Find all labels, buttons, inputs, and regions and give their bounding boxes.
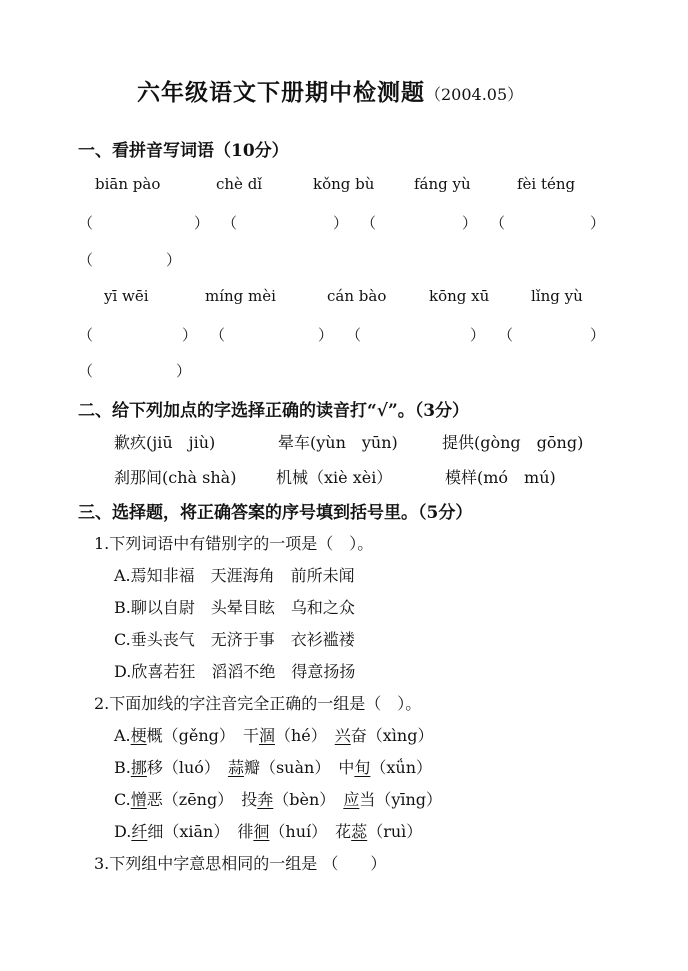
word-rest: 概（gěng） xyxy=(146,726,227,745)
answer-bracket-close: ） xyxy=(194,214,210,232)
word-rest: 恶（zēng） xyxy=(146,790,226,809)
reading-item: 机械（xiè xèi） xyxy=(276,468,393,487)
question-1-option: C.垂头丧气 无济于事 衣衫褴褛 xyxy=(114,630,355,649)
answer-bracket-close: ） xyxy=(182,326,198,344)
answer-bracket-open: （ xyxy=(498,326,514,344)
pinyin-item: fèi téng xyxy=(517,175,576,193)
pinyin-item: kǒng bù xyxy=(313,175,375,193)
underlined-char: 纤 xyxy=(131,822,148,841)
pinyin-item: cán bào xyxy=(327,287,387,305)
answer-bracket-open: （ xyxy=(78,214,94,232)
option-letter: C. xyxy=(114,790,131,809)
word-start: 中 xyxy=(338,758,355,777)
word-start: 花 xyxy=(335,822,352,841)
word-start: 干 xyxy=(242,726,259,745)
pinyin-item: fáng yù xyxy=(414,175,471,193)
underlined-char: 憎 xyxy=(130,790,147,809)
answer-bracket-close: ） xyxy=(166,251,182,269)
question-2-stem: 2.下面加线的字注音完全正确的一组是（ ）。 xyxy=(94,694,422,713)
option-letter: A. xyxy=(114,726,131,745)
underlined-char: 应 xyxy=(343,790,360,809)
word-rest: 奋（xìng） xyxy=(350,726,434,745)
underlined-char: 涸 xyxy=(258,726,275,745)
title-date: （2004.05） xyxy=(425,85,524,104)
question-2-option-d xyxy=(114,819,422,842)
underlined-char: 兴 xyxy=(334,726,351,745)
word-start: 投 xyxy=(241,790,258,809)
pinyin-item: lǐng yù xyxy=(531,287,583,305)
reading-item: 模样(mó mú) xyxy=(445,468,556,487)
section-1-heading: 一、看拼音写词语（10分） xyxy=(78,141,289,161)
answer-bracket-open: （ xyxy=(361,214,377,232)
answer-bracket-close: ） xyxy=(590,214,606,232)
question-3-stem: 3.下列组中字意思相同的一组是 （ ） xyxy=(94,854,387,873)
question-1-stem: 1.下列词语中有错别字的一项是（ ）。 xyxy=(94,534,374,553)
reading-item: 提供(gòng gōng) xyxy=(442,433,584,452)
question-1-option: A.焉知非福 天涯海角 前所未闻 xyxy=(114,566,355,585)
section-2-heading: 二、给下列加点的字选择正确的读音打“√”。（3分） xyxy=(78,401,470,421)
answer-bracket-open: （ xyxy=(78,326,94,344)
answer-bracket-open: （ xyxy=(78,362,94,380)
answer-bracket-open: （ xyxy=(222,214,238,232)
question-2-option-c xyxy=(114,787,442,810)
answer-bracket-close: ） xyxy=(590,326,606,344)
pinyin-item: míng mèi xyxy=(205,287,276,305)
underlined-char: 徊 xyxy=(253,822,270,841)
answer-bracket-close: ） xyxy=(318,326,334,344)
reading-item: 晕车(yùn yūn) xyxy=(278,433,398,452)
pinyin-item: chè dǐ xyxy=(216,175,263,193)
pinyin-item: biān pào xyxy=(95,175,161,193)
pinyin-item: kōng xū xyxy=(429,287,490,305)
question-1-option: D.欣喜若狂 滔滔不绝 得意扬扬 xyxy=(114,662,356,681)
underlined-char: 蕊 xyxy=(351,822,368,841)
word-rest: 瓣（suàn） xyxy=(243,758,323,777)
underlined-char: 蒜 xyxy=(227,758,244,777)
question-2-option-a xyxy=(114,723,433,746)
answer-bracket-close: ） xyxy=(333,214,349,232)
word-start: 徘 xyxy=(237,822,254,841)
word-rest: 细（xiān） xyxy=(147,822,222,841)
answer-bracket-open: （ xyxy=(490,214,506,232)
word-rest: （xǘn） xyxy=(370,758,433,777)
question-1-option: B.聊以自尉 头晕目眩 乌和之众 xyxy=(114,598,355,617)
word-rest: （ruì） xyxy=(367,822,423,841)
answer-bracket-open: （ xyxy=(346,326,362,344)
answer-bracket-open: （ xyxy=(210,326,226,344)
word-rest: （hé） xyxy=(274,726,319,745)
word-rest: （bèn） xyxy=(273,790,328,809)
answer-bracket-close: ） xyxy=(470,326,486,344)
title-main: 六年级语文下册期中检测题 xyxy=(137,79,425,106)
underlined-char: 梗 xyxy=(130,726,147,745)
reading-item: 歉疚(jiū jiù) xyxy=(114,433,216,452)
option-letter: B. xyxy=(114,758,131,777)
reading-item: 刹那间(chà shà) xyxy=(114,468,237,487)
underlined-char: 旬 xyxy=(354,758,371,777)
word-rest: （huí） xyxy=(269,822,320,841)
question-2-option-b xyxy=(114,755,432,778)
word-rest: 移（luó） xyxy=(146,758,212,777)
page-title xyxy=(137,74,523,107)
underlined-char: 挪 xyxy=(130,758,147,777)
option-letter: D. xyxy=(114,822,132,841)
word-rest: 当（yīng） xyxy=(359,790,443,809)
answer-bracket-close: ） xyxy=(462,214,478,232)
pinyin-item: yī wēi xyxy=(104,287,149,305)
section-3-heading: 三、选择题，将正确答案的序号填到括号里。（5分） xyxy=(78,503,473,523)
answer-bracket-open: （ xyxy=(78,251,94,269)
answer-bracket-close: ） xyxy=(176,362,192,380)
underlined-char: 奔 xyxy=(257,790,274,809)
